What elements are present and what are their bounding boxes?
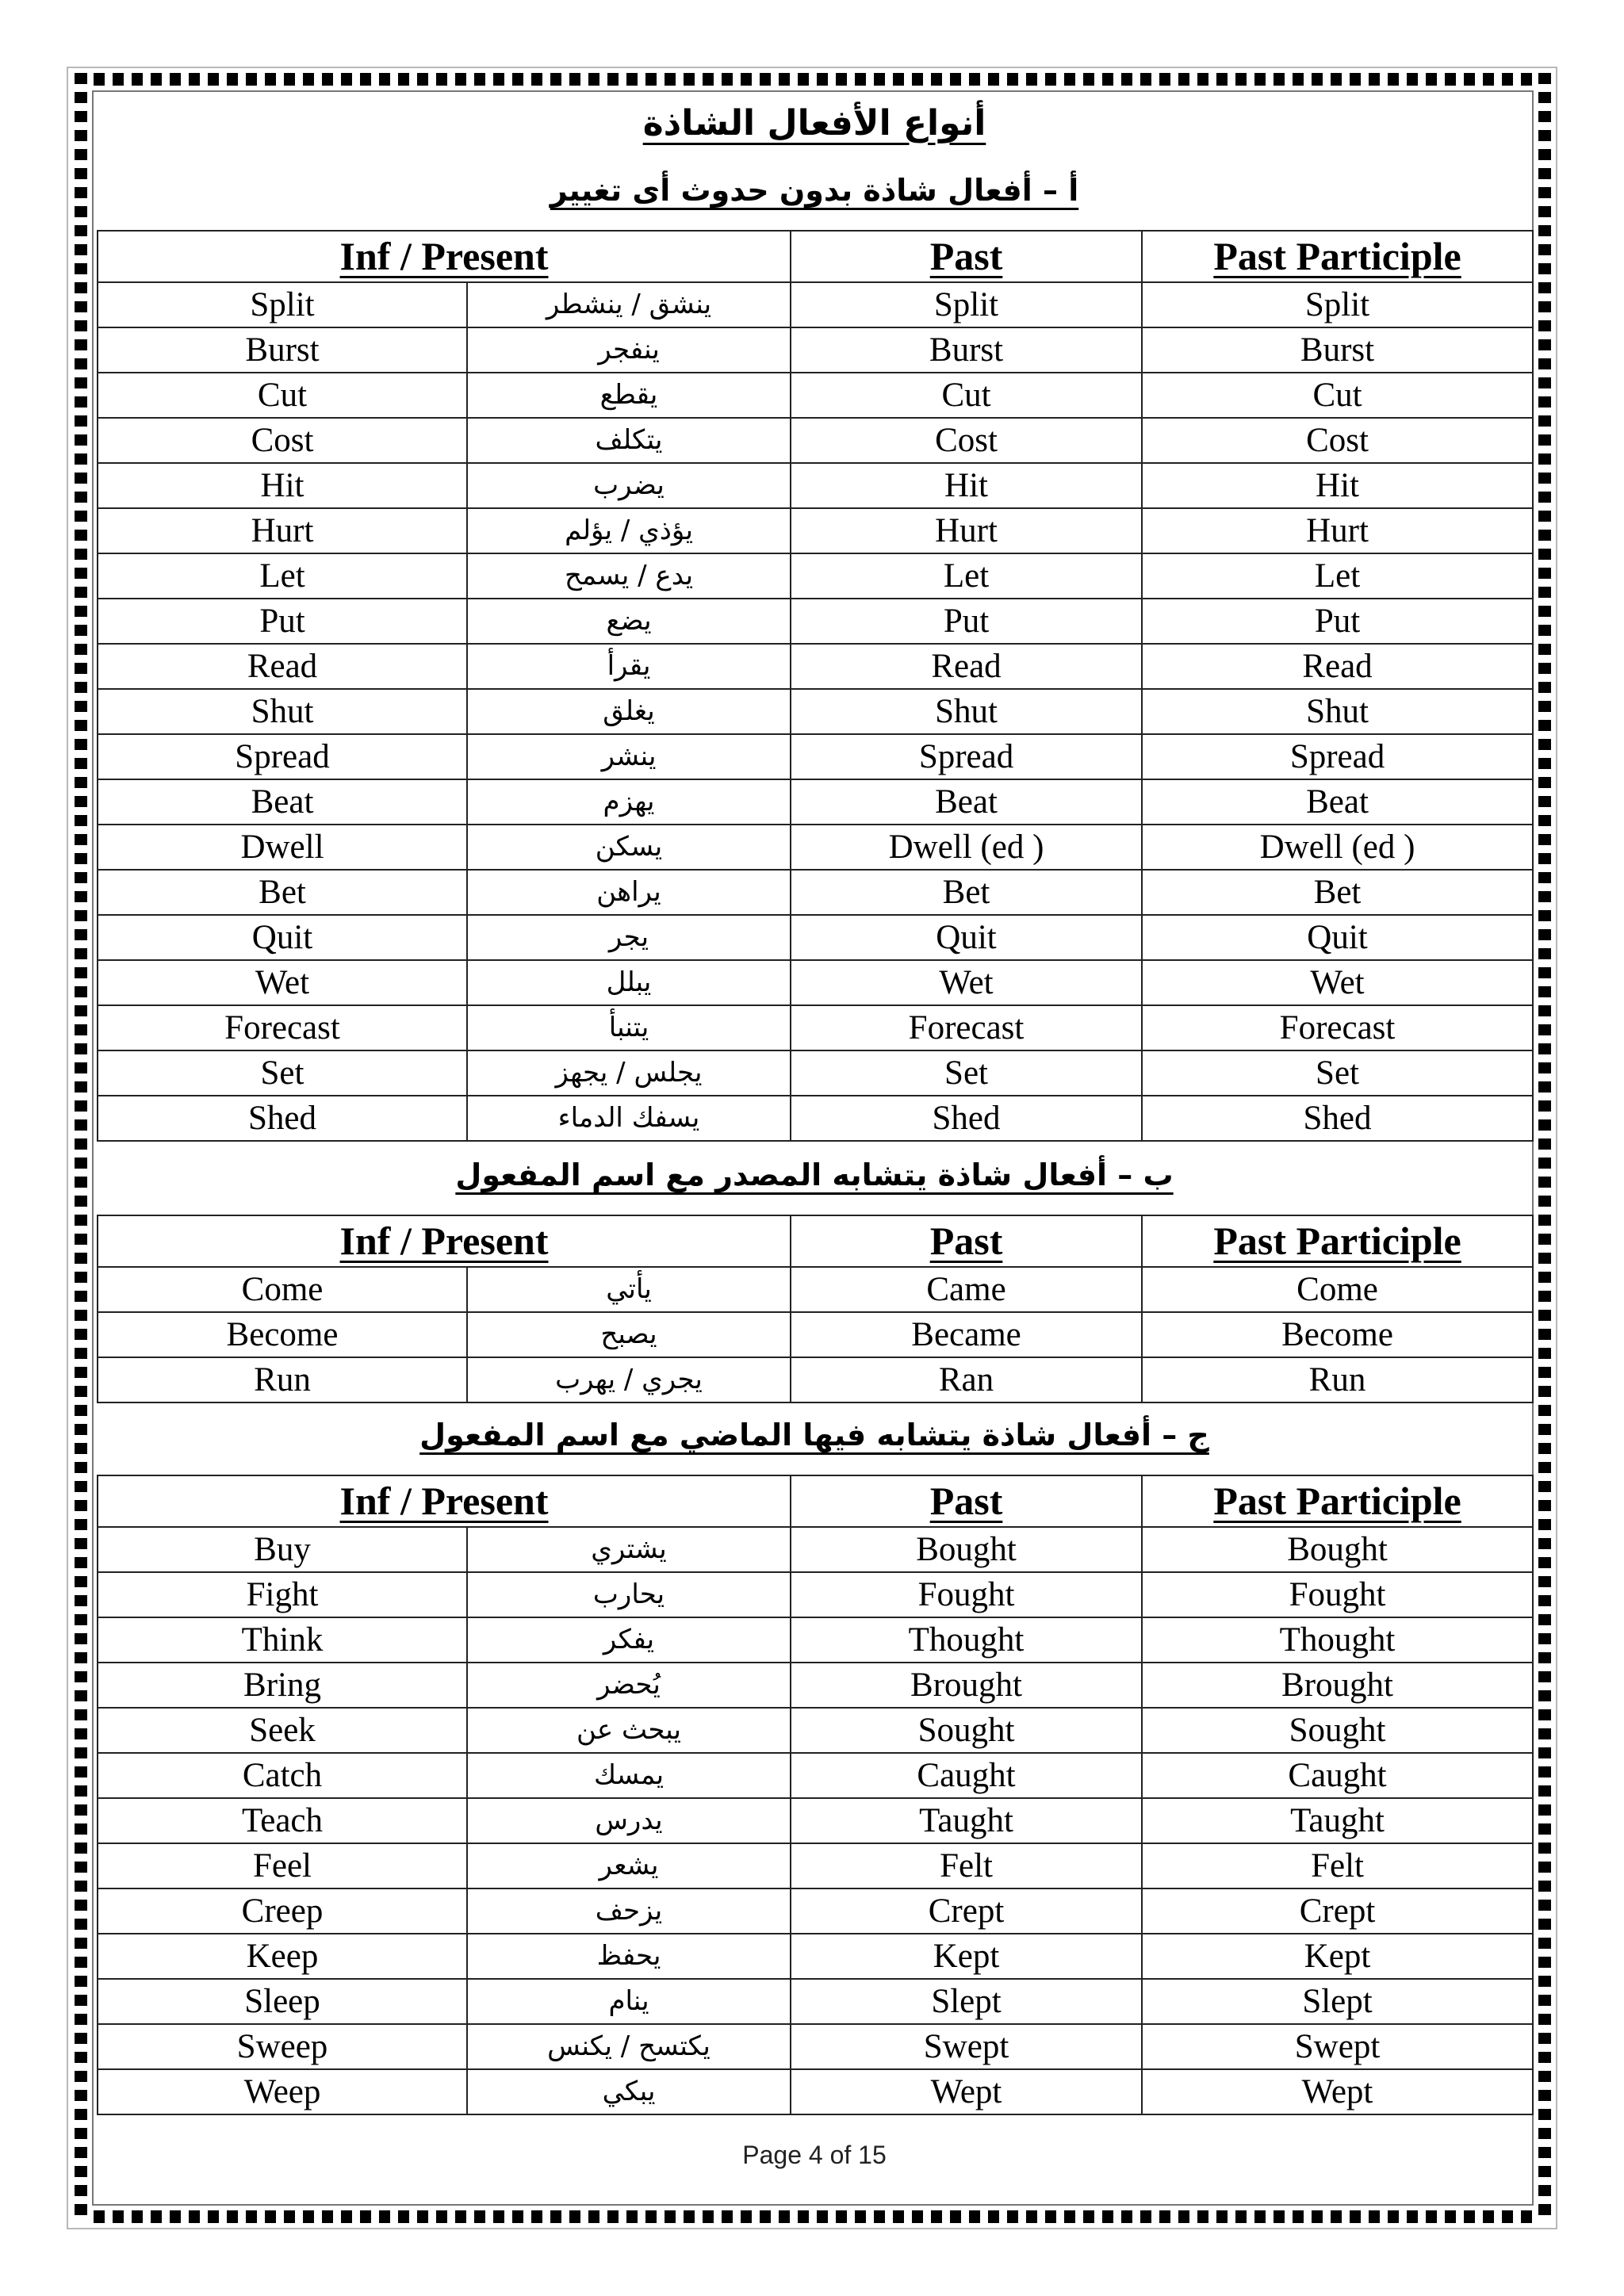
table-row xyxy=(98,1050,1533,1096)
cell-past-participle: Swept xyxy=(1142,2024,1533,2069)
cell-past: Beat xyxy=(791,779,1142,825)
cell-arabic-meaning: يتنبأ xyxy=(467,1005,791,1050)
cell-past-participle: Fought xyxy=(1142,1572,1533,1617)
cell-past-participle: Hit xyxy=(1142,463,1533,508)
cell-infinitive: Hurt xyxy=(98,508,467,553)
cell-past-participle: Come xyxy=(1142,1267,1533,1312)
cell-past-participle: Bought xyxy=(1142,1527,1533,1572)
table-row xyxy=(98,1888,1533,1934)
cell-infinitive: Come xyxy=(98,1267,467,1312)
verbs-table-b xyxy=(97,1215,1534,1403)
cell-past-participle: Thought xyxy=(1142,1617,1533,1663)
checker-border-right xyxy=(1538,73,1551,2223)
table-row xyxy=(98,689,1533,734)
cell-past: Cut xyxy=(791,373,1142,418)
cell-past: Slept xyxy=(791,1979,1142,2024)
cell-infinitive: Let xyxy=(98,553,467,599)
cell-past-participle: Forecast xyxy=(1142,1005,1533,1050)
table-row xyxy=(98,1843,1533,1888)
cell-arabic-meaning: يبحث عن xyxy=(467,1708,791,1753)
cell-past: Caught xyxy=(791,1753,1142,1798)
table-header-row xyxy=(98,1215,1533,1267)
cell-infinitive: Burst xyxy=(98,327,467,373)
cell-past-participle: Let xyxy=(1142,553,1533,599)
cell-arabic-meaning: يحارب xyxy=(467,1572,791,1617)
cell-past-participle: Split xyxy=(1142,282,1533,327)
cell-past: Split xyxy=(791,282,1142,327)
cell-arabic-meaning: ينشر xyxy=(467,734,791,779)
cell-infinitive: Cut xyxy=(98,373,467,418)
cell-infinitive: Beat xyxy=(98,779,467,825)
cell-arabic-meaning: يُحضر xyxy=(467,1663,791,1708)
cell-infinitive: Dwell xyxy=(98,825,467,870)
cell-arabic-meaning: يضع xyxy=(467,599,791,644)
cell-arabic-meaning: يدرس xyxy=(467,1798,791,1843)
cell-arabic-meaning: يحفظ xyxy=(467,1934,791,1979)
cell-arabic-meaning: يسفك الدماء xyxy=(467,1096,791,1141)
cell-past-participle: Put xyxy=(1142,599,1533,644)
cell-past-participle: Read xyxy=(1142,644,1533,689)
cell-infinitive: Set xyxy=(98,1050,467,1096)
table-header-row xyxy=(98,1475,1533,1527)
cell-past-participle: Sought xyxy=(1142,1708,1533,1753)
table-row xyxy=(98,1357,1533,1402)
cell-arabic-meaning: يسكن xyxy=(467,825,791,870)
cell-past-participle: Shed xyxy=(1142,1096,1533,1141)
header-inf-present: Inf / Present xyxy=(98,1475,791,1527)
cell-past-participle: Hurt xyxy=(1142,508,1533,553)
cell-past-participle: Taught xyxy=(1142,1798,1533,1843)
cell-infinitive: Feel xyxy=(98,1843,467,1888)
cell-past-participle: Set xyxy=(1142,1050,1533,1096)
cell-past: Kept xyxy=(791,1934,1142,1979)
cell-past: Felt xyxy=(791,1843,1142,1888)
cell-infinitive: Quit xyxy=(98,915,467,960)
cell-past-participle: Beat xyxy=(1142,779,1533,825)
cell-past: Brought xyxy=(791,1663,1142,1708)
table-row xyxy=(98,1798,1533,1843)
cell-arabic-meaning: ينام xyxy=(467,1979,791,2024)
table-row xyxy=(98,1096,1533,1141)
cell-infinitive: Run xyxy=(98,1357,467,1402)
cell-past-participle: Cut xyxy=(1142,373,1533,418)
cell-arabic-meaning: يؤذي / يؤلم xyxy=(467,508,791,553)
cell-past: Dwell (ed ) xyxy=(791,825,1142,870)
cell-arabic-meaning: يبكي xyxy=(467,2069,791,2114)
table-row xyxy=(98,463,1533,508)
cell-past: Cost xyxy=(791,418,1142,463)
checker-border-left xyxy=(75,73,87,2223)
table-row xyxy=(98,1708,1533,1753)
cell-arabic-meaning: يجر xyxy=(467,915,791,960)
cell-arabic-meaning: يصبح xyxy=(467,1312,791,1357)
cell-past-participle: Cost xyxy=(1142,418,1533,463)
cell-past-participle: Burst xyxy=(1142,327,1533,373)
cell-past: Sought xyxy=(791,1708,1142,1753)
cell-arabic-meaning: يمسك xyxy=(467,1753,791,1798)
table-row xyxy=(98,1979,1533,2024)
cell-infinitive: Buy xyxy=(98,1527,467,1572)
table-row xyxy=(98,825,1533,870)
cell-infinitive: Shut xyxy=(98,689,467,734)
cell-past: Bought xyxy=(791,1527,1142,1572)
cell-infinitive: Hit xyxy=(98,463,467,508)
table-row xyxy=(98,282,1533,327)
cell-infinitive: Become xyxy=(98,1312,467,1357)
checker-border-bottom xyxy=(75,2210,1551,2223)
table-row xyxy=(98,960,1533,1005)
header-past-participle: Past Participle xyxy=(1142,1215,1533,1267)
table-row xyxy=(98,599,1533,644)
table-row xyxy=(98,418,1533,463)
table-row xyxy=(98,1753,1533,1798)
table-row xyxy=(98,1617,1533,1663)
cell-past-participle: Bet xyxy=(1142,870,1533,915)
cell-past-participle: Brought xyxy=(1142,1663,1533,1708)
table-row xyxy=(98,508,1533,553)
cell-past: Fought xyxy=(791,1572,1142,1617)
cell-arabic-meaning: يكتسح / يكنس xyxy=(467,2024,791,2069)
cell-arabic-meaning: ينفجر xyxy=(467,327,791,373)
table-row xyxy=(98,644,1533,689)
cell-arabic-meaning: يراهن xyxy=(467,870,791,915)
cell-infinitive: Bet xyxy=(98,870,467,915)
cell-past: Taught xyxy=(791,1798,1142,1843)
table-row xyxy=(98,779,1533,825)
cell-arabic-meaning: يجري / يهرب xyxy=(467,1357,791,1402)
verbs-table-c xyxy=(97,1475,1534,2115)
cell-past: Hit xyxy=(791,463,1142,508)
cell-past: Ran xyxy=(791,1357,1142,1402)
header-past: Past xyxy=(791,1475,1142,1527)
cell-infinitive: Shed xyxy=(98,1096,467,1141)
cell-past: Set xyxy=(791,1050,1142,1096)
header-inf-present: Inf / Present xyxy=(98,231,791,282)
cell-past-participle: Kept xyxy=(1142,1934,1533,1979)
cell-arabic-meaning: يأتي xyxy=(467,1267,791,1312)
cell-past: Thought xyxy=(791,1617,1142,1663)
table-row xyxy=(98,327,1533,373)
cell-infinitive: Put xyxy=(98,599,467,644)
cell-past: Wet xyxy=(791,960,1142,1005)
section-c-title: ج – أفعال شاذة يتشابه فيها الماضي مع اسم المفعول xyxy=(419,1418,1209,1452)
cell-past: Shed xyxy=(791,1096,1142,1141)
header-past-participle: Past Participle xyxy=(1142,1475,1533,1527)
cell-arabic-meaning: يهزم xyxy=(467,779,791,825)
cell-infinitive: Sleep xyxy=(98,1979,467,2024)
cell-infinitive: Spread xyxy=(98,734,467,779)
cell-past-participle: Run xyxy=(1142,1357,1533,1402)
cell-arabic-meaning: يقطع xyxy=(467,373,791,418)
cell-infinitive: Think xyxy=(98,1617,467,1663)
cell-infinitive: Catch xyxy=(98,1753,467,1798)
table-row xyxy=(98,1312,1533,1357)
cell-infinitive: Read xyxy=(98,644,467,689)
cell-arabic-meaning: يجلس / يجهز xyxy=(467,1050,791,1096)
cell-infinitive: Split xyxy=(98,282,467,327)
cell-past: Wept xyxy=(791,2069,1142,2114)
table-row xyxy=(98,2024,1533,2069)
cell-arabic-meaning: يدع / يسمح xyxy=(467,553,791,599)
table-row xyxy=(98,553,1533,599)
table-row xyxy=(98,915,1533,960)
cell-infinitive: Bring xyxy=(98,1663,467,1708)
cell-infinitive: Creep xyxy=(98,1888,467,1934)
cell-arabic-meaning: يقرأ xyxy=(467,644,791,689)
cell-arabic-meaning: يزحف xyxy=(467,1888,791,1934)
cell-past-participle: Crept xyxy=(1142,1888,1533,1934)
cell-infinitive: Cost xyxy=(98,418,467,463)
table-row xyxy=(98,1005,1533,1050)
table-row xyxy=(98,1663,1533,1708)
cell-past-participle: Felt xyxy=(1142,1843,1533,1888)
cell-arabic-meaning: يشعر xyxy=(467,1843,791,1888)
cell-past: Bet xyxy=(791,870,1142,915)
cell-arabic-meaning: ينشق / ينشطر xyxy=(467,282,791,327)
cell-past: Hurt xyxy=(791,508,1142,553)
cell-infinitive: Fight xyxy=(98,1572,467,1617)
cell-infinitive: Forecast xyxy=(98,1005,467,1050)
cell-past: Spread xyxy=(791,734,1142,779)
section-b-title: ب – أفعال شاذة يتشابه المصدر مع اسم المفعول xyxy=(455,1158,1174,1192)
cell-past-participle: Wept xyxy=(1142,2069,1533,2114)
cell-past-participle: Dwell (ed ) xyxy=(1142,825,1533,870)
cell-past-participle: Shut xyxy=(1142,689,1533,734)
table-header-row xyxy=(98,231,1533,282)
cell-past: Quit xyxy=(791,915,1142,960)
cell-past-participle: Become xyxy=(1142,1312,1533,1357)
table-row xyxy=(98,373,1533,418)
cell-past: Burst xyxy=(791,327,1142,373)
cell-past: Forecast xyxy=(791,1005,1142,1050)
cell-past: Shut xyxy=(791,689,1142,734)
table-row xyxy=(98,1572,1533,1617)
cell-infinitive: Keep xyxy=(98,1934,467,1979)
cell-infinitive: Seek xyxy=(98,1708,467,1753)
table-row xyxy=(98,1934,1533,1979)
cell-arabic-meaning: يفكر xyxy=(467,1617,791,1663)
cell-infinitive: Weep xyxy=(98,2069,467,2114)
cell-past-participle: Spread xyxy=(1142,734,1533,779)
table-row xyxy=(98,1527,1533,1572)
header-past-participle: Past Participle xyxy=(1142,231,1533,282)
table-row xyxy=(98,734,1533,779)
cell-past-participle: Caught xyxy=(1142,1753,1533,1798)
table-row xyxy=(98,1267,1533,1312)
cell-past-participle: Quit xyxy=(1142,915,1533,960)
checker-border-top xyxy=(75,73,1551,86)
cell-infinitive: Teach xyxy=(98,1798,467,1843)
cell-arabic-meaning: يشتري xyxy=(467,1527,791,1572)
header-past: Past xyxy=(791,1215,1142,1267)
cell-past: Let xyxy=(791,553,1142,599)
cell-arabic-meaning: يضرب xyxy=(467,463,791,508)
header-past: Past xyxy=(791,231,1142,282)
cell-arabic-meaning: يبلل xyxy=(467,960,791,1005)
cell-infinitive: Wet xyxy=(98,960,467,1005)
cell-arabic-meaning: يتكلف xyxy=(467,418,791,463)
cell-past: Crept xyxy=(791,1888,1142,1934)
page-number: Page 4 of 15 xyxy=(742,2141,887,2169)
cell-arabic-meaning: يغلق xyxy=(467,689,791,734)
cell-infinitive: Sweep xyxy=(98,2024,467,2069)
cell-past: Came xyxy=(791,1267,1142,1312)
cell-past: Put xyxy=(791,599,1142,644)
cell-past-participle: Slept xyxy=(1142,1979,1533,2024)
section-a-title: أ – أفعال شاذة بدون حدوث أى تغيير xyxy=(550,173,1079,208)
table-row xyxy=(98,870,1533,915)
header-inf-present: Inf / Present xyxy=(98,1215,791,1267)
verbs-table-a xyxy=(97,230,1534,1142)
page-title: أنواع الأفعال الشاذة xyxy=(642,103,986,144)
table-row xyxy=(98,2069,1533,2114)
cell-past-participle: Wet xyxy=(1142,960,1533,1005)
cell-past: Swept xyxy=(791,2024,1142,2069)
cell-past: Read xyxy=(791,644,1142,689)
cell-past: Became xyxy=(791,1312,1142,1357)
